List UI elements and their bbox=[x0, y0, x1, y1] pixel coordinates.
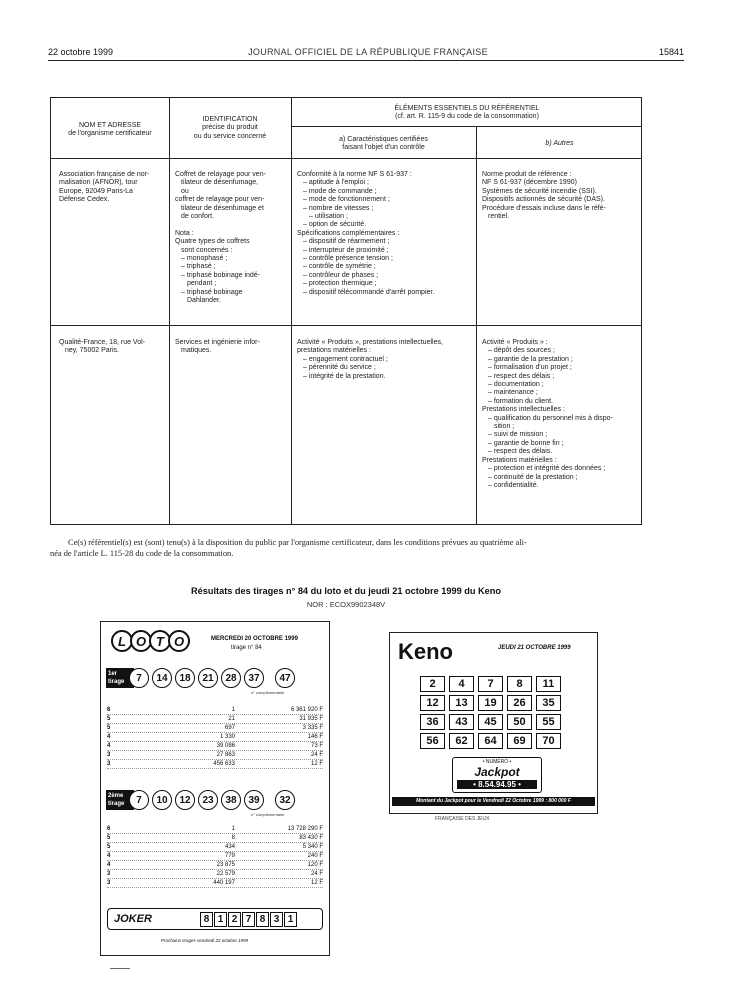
joker-label: JOKER bbox=[114, 913, 152, 925]
loto-ball: 18 bbox=[175, 668, 195, 688]
gain-row: 5 8 83 430 F bbox=[107, 835, 323, 841]
table-divider bbox=[169, 98, 170, 524]
gain-row: 5 434 5 340 F bbox=[107, 844, 323, 850]
comp-label: n° complémentaire bbox=[251, 690, 285, 695]
gain-row: 5 697 3 335 F bbox=[107, 725, 323, 731]
gain-row: 4 39 086 73 F bbox=[107, 743, 323, 749]
loto-ball: 7 bbox=[129, 790, 149, 810]
gain-row: 4 23 875 120 F bbox=[107, 862, 323, 868]
header-identification: IDENTIFICATION précise du produit ou du service concerné bbox=[193, 116, 267, 140]
keno-number: 26 bbox=[507, 695, 532, 711]
keno-date: JEUDI 21 OCTOBRE 1999 bbox=[498, 645, 571, 651]
keno-logo: Keno bbox=[398, 639, 453, 664]
keno-number: 50 bbox=[507, 714, 532, 730]
tirage1-label: 1er tirage bbox=[106, 668, 134, 688]
tirage1-gains bbox=[107, 706, 323, 769]
keno-number: 12 bbox=[420, 695, 445, 711]
keno-number: 62 bbox=[449, 733, 474, 749]
header-date: 22 octobre 1999 bbox=[48, 47, 114, 57]
keno-number: 35 bbox=[536, 695, 561, 711]
header-page-number: 15841 bbox=[658, 47, 684, 57]
gain-row: 3 22 579 24 F bbox=[107, 871, 323, 877]
loto-ball: 14 bbox=[152, 668, 172, 688]
jackpot-box: • NUMÉRO • Jackpot • 8.54.94.95 • bbox=[452, 757, 542, 793]
row2-identification: Services et ingénierie infor- matiques. bbox=[175, 339, 260, 355]
keno-number: 13 bbox=[449, 695, 474, 711]
header-autres: b) Autres bbox=[545, 140, 574, 147]
row1-identification: Coffret de relayage pour ven- tilateur de désenfumage, ou coffret de relayage pour ven- tilateur de désenfumage et de confort. Nota : Quatre types de coffrets sont concernés : – monophasé ; – triphasé ; – triphasé bobinage indé- pendant ; – triphasé bobinage Dahlander. bbox=[175, 171, 266, 305]
footer-rule bbox=[110, 968, 130, 969]
loto-ball: 12 bbox=[175, 790, 195, 810]
row1-caracteristiques: Conformité à la norme NF S 61-937 : – aptitude à l'emploi ; – mode de commande ; – mode de fonctionnement ; – nombre de vitesses ; – utilisation ; – option de sécurité. Spécifications complémentaires : – dispositif de réarmement ; – interrupteur de proximité ; – contrôle présence tension ; – contrôle de symétrie ; – contrôleur de phases ; – protection thermique ; – dispositif télécommandé d'arrêt pompier. bbox=[297, 171, 435, 296]
keno-number-grid bbox=[420, 676, 561, 749]
loto-ball: 23 bbox=[198, 790, 218, 810]
loto-ball: 39 bbox=[244, 790, 264, 810]
row2-autres: Activité « Produits » : – dépôt des sources ; – garantie de la prestation ; – formalisation d'un projet ; – respect des délais ; – documentation ; – maintenance ; – formation du client. Prestations intellectuelles : – qualification du personnel mis à dispo- sition ; – suivi de mission ; – garantie de bonne fin ; – respect des délais. Prestations matérielles : – protection et intégrité des données ; – continuité de la prestation ; – confidentialité. bbox=[482, 339, 613, 489]
keno-footer: FRANÇAISE DES JEUX bbox=[435, 816, 490, 822]
header-caracteristiques: a) Caractéristiques certifiées faisant l'objet d'un contrôle bbox=[339, 136, 428, 152]
keno-number: 45 bbox=[478, 714, 503, 730]
loto-results-panel bbox=[100, 621, 330, 956]
gain-row: 3 27 863 24 F bbox=[107, 752, 323, 758]
loto-ball: 21 bbox=[198, 668, 218, 688]
row2-organisme: Qualité-France, 18, rue Vol- ney, 75002 Paris. bbox=[59, 339, 145, 355]
tirage2-balls bbox=[129, 790, 298, 810]
header-organisme: NOM ET ADRESSE de l'organisme certificateur bbox=[68, 122, 152, 138]
loto-logo: L O T O bbox=[111, 630, 187, 652]
gain-row: 6 1 13 728 290 F bbox=[107, 826, 323, 832]
keno-number: 7 bbox=[478, 676, 503, 692]
keno-number: 56 bbox=[420, 733, 445, 749]
keno-number: 36 bbox=[420, 714, 445, 730]
loto-ball: 37 bbox=[244, 668, 264, 688]
keno-number: 69 bbox=[507, 733, 532, 749]
header-elements: ÉLÉMENTS ESSENTIELS DU RÉFÉRENTIEL (cf. art. R. 115-9 du code de la consommation) bbox=[394, 105, 540, 121]
keno-number: 64 bbox=[478, 733, 503, 749]
joker-digits: 8 1 2 7 8 3 1 bbox=[200, 912, 298, 927]
loto-date: MERCREDI 20 OCTOBRE 1999 bbox=[211, 636, 298, 642]
loto-ball: 28 bbox=[221, 668, 241, 688]
keno-number: 43 bbox=[449, 714, 474, 730]
table-divider bbox=[291, 126, 641, 127]
loto-ball: 38 bbox=[221, 790, 241, 810]
page-header bbox=[48, 47, 684, 61]
loto-footer: Prochains tirages vendredi 22 octobre 1999 bbox=[161, 938, 249, 943]
tirage2-gains bbox=[107, 825, 323, 888]
tirage1-balls bbox=[129, 668, 298, 688]
row2-caracteristiques: Activité « Produits », prestations intellectuelles, prestations matérielles : – engagement contractuel ; – pérennité du service ; – intégrité de la prestation. bbox=[297, 339, 443, 380]
loto-complementary-ball: 32 bbox=[275, 790, 295, 810]
table-divider bbox=[291, 98, 292, 524]
gain-row: 6 1 6 361 920 F bbox=[107, 707, 323, 713]
table-divider bbox=[51, 158, 641, 159]
jackpot-band: Montant du Jackpot pour le Vendredi 22 Octobre 1999 : 800 000 F bbox=[392, 797, 595, 806]
results-title: Résultats des tirages n° 84 du loto et du jeudi 21 octobre 1999 du Keno bbox=[191, 586, 501, 596]
keno-number: 4 bbox=[449, 676, 474, 692]
gain-row: 5 21 31 935 F bbox=[107, 716, 323, 722]
comp-label: n° complémentaire bbox=[251, 812, 285, 817]
gain-row: 4 779 240 F bbox=[107, 853, 323, 859]
keno-number: 2 bbox=[420, 676, 445, 692]
keno-number: 19 bbox=[478, 695, 503, 711]
tirage2-label: 2ème tirage bbox=[106, 790, 134, 810]
keno-number: 70 bbox=[536, 733, 561, 749]
keno-number: 8 bbox=[507, 676, 532, 692]
gain-row: 4 1 330 146 F bbox=[107, 734, 323, 740]
gain-row: 3 456 633 12 F bbox=[107, 761, 323, 767]
gain-row: 3 440 197 12 F bbox=[107, 880, 323, 886]
header-journal-title: JOURNAL OFFICIEL DE LA RÉPUBLIQUE FRANÇAISE bbox=[248, 47, 488, 57]
loto-complementary-ball: 47 bbox=[275, 668, 295, 688]
keno-number: 11 bbox=[536, 676, 561, 692]
keno-results-panel bbox=[389, 632, 598, 814]
loto-ball: 7 bbox=[129, 668, 149, 688]
table-divider bbox=[51, 325, 641, 326]
loto-tirage-number: tirage n° 84 bbox=[231, 645, 262, 651]
keno-number: 55 bbox=[536, 714, 561, 730]
row1-autres: Norme produit de référence : NF S 61-937 (décembre 1990) Systèmes de sécurité incendie (SSI). Dispositifs actionnés de sécurité (DAS). Procédure d'essais incluse dans le réfé- rentiel. bbox=[482, 171, 606, 221]
availability-note: Ce(s) référentiel(s) est (sont) tenu(s) à la disposition du public par l'organisme certificateur, dans les conditions prévues au quatrième ali- néa de l'article L. 115-28 du code de la consommation. bbox=[50, 538, 527, 558]
results-nor: NOR : ECOX9902348V bbox=[306, 600, 386, 609]
loto-ball: 10 bbox=[152, 790, 172, 810]
row1-organisme: Association française de nor- malisation (AFNOR), tour Europe, 92049 Paris-La Défense Cedex. bbox=[59, 171, 150, 204]
referentiel-table bbox=[50, 97, 642, 525]
joker-box bbox=[107, 908, 323, 930]
